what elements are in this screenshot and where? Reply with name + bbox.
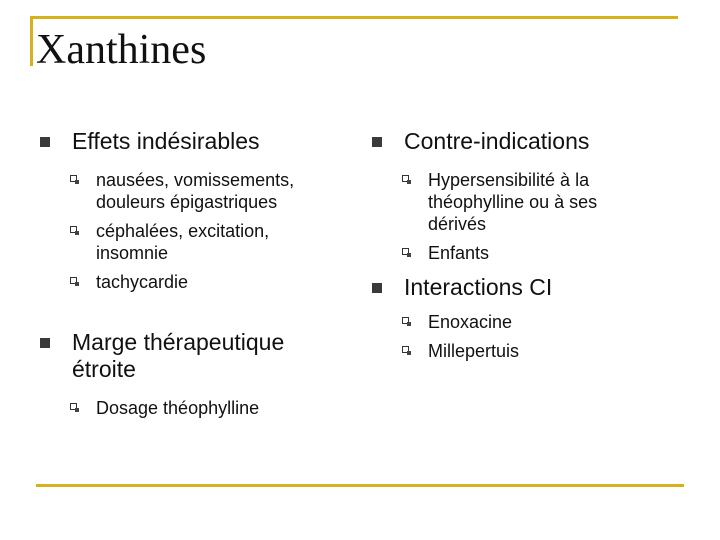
bullet-label: Interactions CI	[404, 274, 553, 300]
square-bullet-icon	[40, 338, 50, 348]
hollow-square-bullet-icon	[402, 317, 409, 324]
sub-bullet-item	[40, 271, 340, 293]
bullet-label: Contre-indications	[404, 128, 590, 154]
sub-bullet-text: céphalées, excitation, insomnie	[96, 221, 270, 263]
sub-bullet-text: tachycardie	[96, 272, 189, 292]
hollow-square-bullet-icon	[402, 248, 409, 255]
sub-bullet-item	[40, 169, 340, 213]
square-bullet-icon	[372, 283, 382, 293]
sub-bullet-text: Millepertuis	[428, 341, 520, 361]
sub-bullet-text: nausées, vomissements, douleurs épigastriques	[96, 170, 295, 212]
left-column	[40, 128, 340, 419]
square-bullet-icon	[372, 137, 382, 147]
square-bullet-icon	[40, 137, 50, 147]
bullet-marge-therapeutique	[40, 329, 332, 383]
bullet-effets-indesirables	[40, 128, 340, 155]
bottom-rule	[36, 484, 684, 487]
sub-bullet-text: Enoxacine	[428, 312, 513, 332]
sub-bullet-item	[372, 340, 672, 362]
hollow-square-bullet-icon	[402, 175, 409, 182]
sub-bullet-text: Enfants	[428, 243, 490, 263]
sub-bullet-item	[40, 220, 340, 264]
hollow-square-bullet-icon	[402, 346, 409, 353]
hollow-square-bullet-icon	[70, 226, 77, 233]
bullet-label: Marge thérapeutique étroite	[72, 329, 285, 382]
bullet-contre-indications	[372, 128, 672, 155]
slide-title: Xanthines	[36, 27, 207, 73]
right-column	[372, 128, 672, 362]
top-rule	[30, 16, 678, 19]
bullet-label: Effets indésirables	[72, 128, 260, 154]
sub-bullet-item	[372, 311, 672, 333]
left-rule	[30, 16, 33, 66]
sub-bullet-text: Dosage théophylline	[96, 398, 260, 418]
sub-bullet-item	[40, 397, 340, 419]
sub-bullet-item	[372, 169, 648, 235]
bullet-interactions-ci	[372, 274, 672, 301]
hollow-square-bullet-icon	[70, 277, 77, 284]
hollow-square-bullet-icon	[70, 175, 77, 182]
hollow-square-bullet-icon	[70, 403, 77, 410]
sub-bullet-item	[372, 242, 672, 264]
sub-bullet-text: Hypersensibilité à la théophylline ou à ses dérivés	[428, 170, 598, 234]
